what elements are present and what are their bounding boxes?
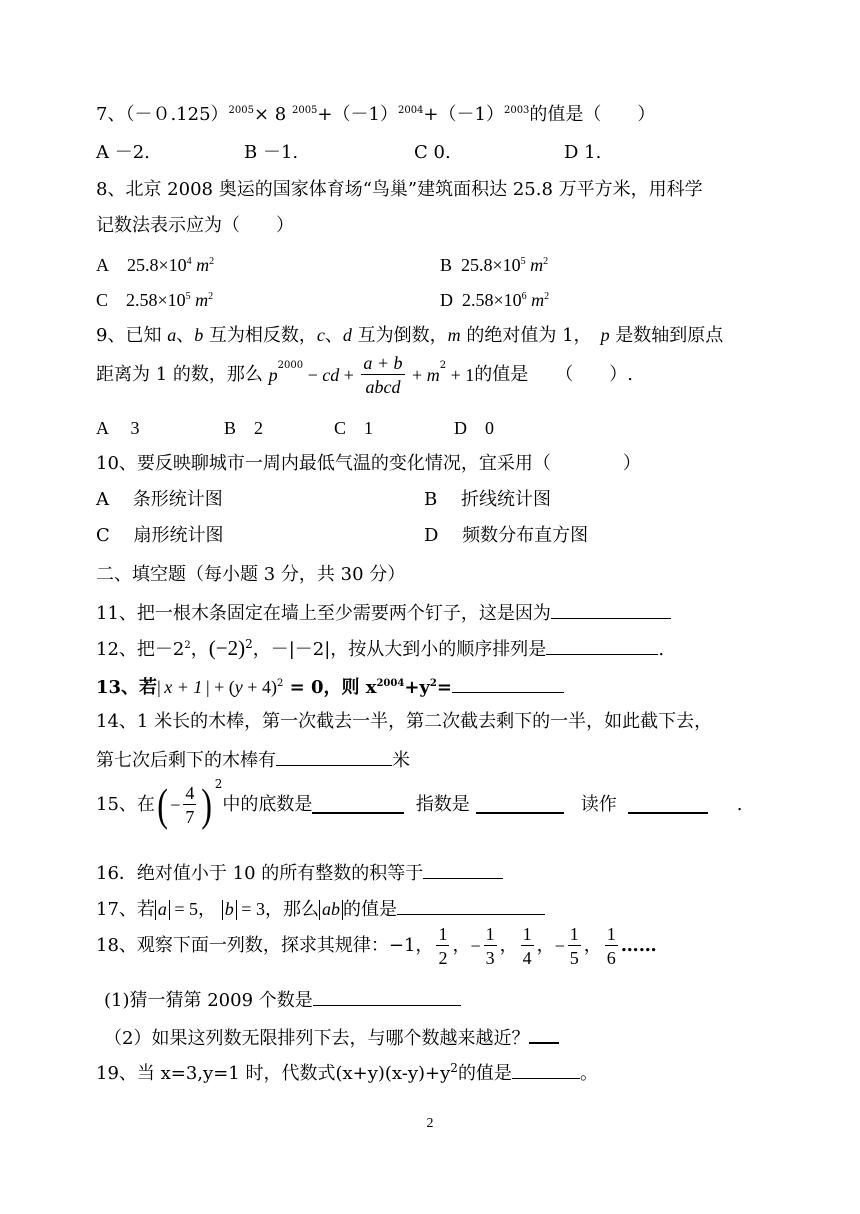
q9-opt-c: C 1 [334,418,374,438]
q14-blank[interactable] [276,749,392,766]
q14-line2: 第七次后剩下的木棒有 米 [96,750,410,771]
q17-line: 17、若 a = 5， b = 3，那么 ab 的值是 [96,898,545,920]
q15-blank-exponent[interactable] [476,796,564,814]
q11-line: 11、把一根木条固定在墙上至少需要两个钉子，这是因为 [96,602,671,623]
q7-opt-b: B －1. [244,142,299,163]
q9-line1: 9、已知 a、b 互为相反数，c、d 互为倒数，m 的绝对值为 1， p 是数轴到原点 [96,325,724,346]
q9-opt-a: A 3 [96,418,140,438]
q7-text5: 的值是（ ） [529,104,656,125]
q7-text4: +（－1） [423,104,504,125]
q8-opt-a: A $25.8\times 10^4$ $m^2$ [96,255,215,275]
q10-opt-d: D 频数分布直方图 [424,525,589,546]
q7-exp3: 2004 [397,105,424,116]
q12-line: 12、把$-2^2$，$(-2)^2$，－|－2|，按从大到小的顺序排列是 . [96,636,665,660]
q19-blank[interactable] [512,1062,580,1079]
q18-sub1: (1)猜一猜第 2009 个数是 [104,989,461,1010]
q15-blank-read[interactable] [628,796,708,814]
page-number: 2 [426,1116,434,1131]
q15-line: 15、在( − $\frac{4}{7}$ ) $^2$中的底数是 指数是 读作 . [96,777,743,830]
q12-blank[interactable] [546,638,658,655]
q18-blank-1[interactable] [313,989,461,1006]
q18-line: 18、观察下面一列数，探求其规律：−1， $\frac{1}{2}$ ，− $\frac{1}{3}$ ， $\frac{1}{4}$ ，− $\frac{1}{5}$ ， $\frac{1}{6}$ …… [96,924,657,968]
q10-opt-a: A 条形统计图 [96,489,223,510]
q7-opt-d: D 1. [564,142,602,163]
q15-blank-base[interactable] [312,796,404,814]
q13-line: 13、若| x + 1 | + $(y + 4)^2 = 0$，则 $x^{2004}+y^2=$ [96,676,564,697]
q9-line2: 距离为 1 的数，那么 $p^{2000}$ − cd + $\frac{a + b}{\text{abcd}}$ + $m^2 + 1$的值是 （ ）. [96,353,633,397]
q9-opt-b: B 2 [224,418,264,438]
q18-sub2: （2）如果这列数无限排列下去，与哪个数越来越近？ [104,1026,559,1048]
q8-opt-b: B $25.8\times 10^5$ $m^2$ [440,255,549,275]
q16-blank[interactable] [423,862,503,879]
q8-opt-c: C $2.58\times 10^5$ $m^2$ [96,290,214,310]
q7-opt-c: C 0. [414,142,451,163]
q7-text3: +（－1） [317,104,398,125]
q9-fraction: $\frac{a + b}{\text{abcd}}$ [363,353,403,397]
q7-opt-a: A －2. [96,142,150,163]
q7-text2: × 8 [253,104,292,125]
q8-line2: 记数法表示应为（ ） [96,215,294,236]
q10-line: 10、要反映聊城市一周内最低气温的变化情况，宜采用（ ） [96,453,641,474]
q8-line1: 8、北京 2008 奥运的国家体育场“鸟巢”建筑面积达 25.8 万平方米，用科学 [96,179,703,200]
q10-opt-b: B 折线统计图 [424,489,551,510]
q18-blank-2[interactable] [529,1026,559,1044]
q10-opt-c: C 扇形统计图 [96,525,224,546]
q15-fraction: $\frac{4}{7}$ [185,783,195,827]
section-heading: 二、填空题（每小题 3 分，共 30 分） [96,564,406,585]
q11-blank[interactable] [551,602,671,619]
q13-blank[interactable] [452,676,564,693]
q7-text: 7、（－０.125） [96,104,229,125]
q7-line [96,106,655,124]
q9-opt-d: D 0 [454,418,494,438]
q17-blank[interactable] [397,898,545,915]
q7-exp4: 2003 [503,105,530,116]
q7-exp1: 2005 [228,105,254,116]
q8-opt-d: D $2.58\times 10^6$ $m^2$ [440,290,550,310]
q14-line1: 14、1 米长的木棒，第一次截去一半，第二次截去剩下的一半，如此截下去， [96,711,713,732]
q19-line: 19、当 x=3,y=1 时，代数式$(x+y)(x-y)+y^2$的值是 。 [96,1061,598,1084]
q16-line: 16．绝对值小于 10 的所有整数的积等于 [96,862,503,883]
q7-exp2: 2005 [291,105,318,116]
